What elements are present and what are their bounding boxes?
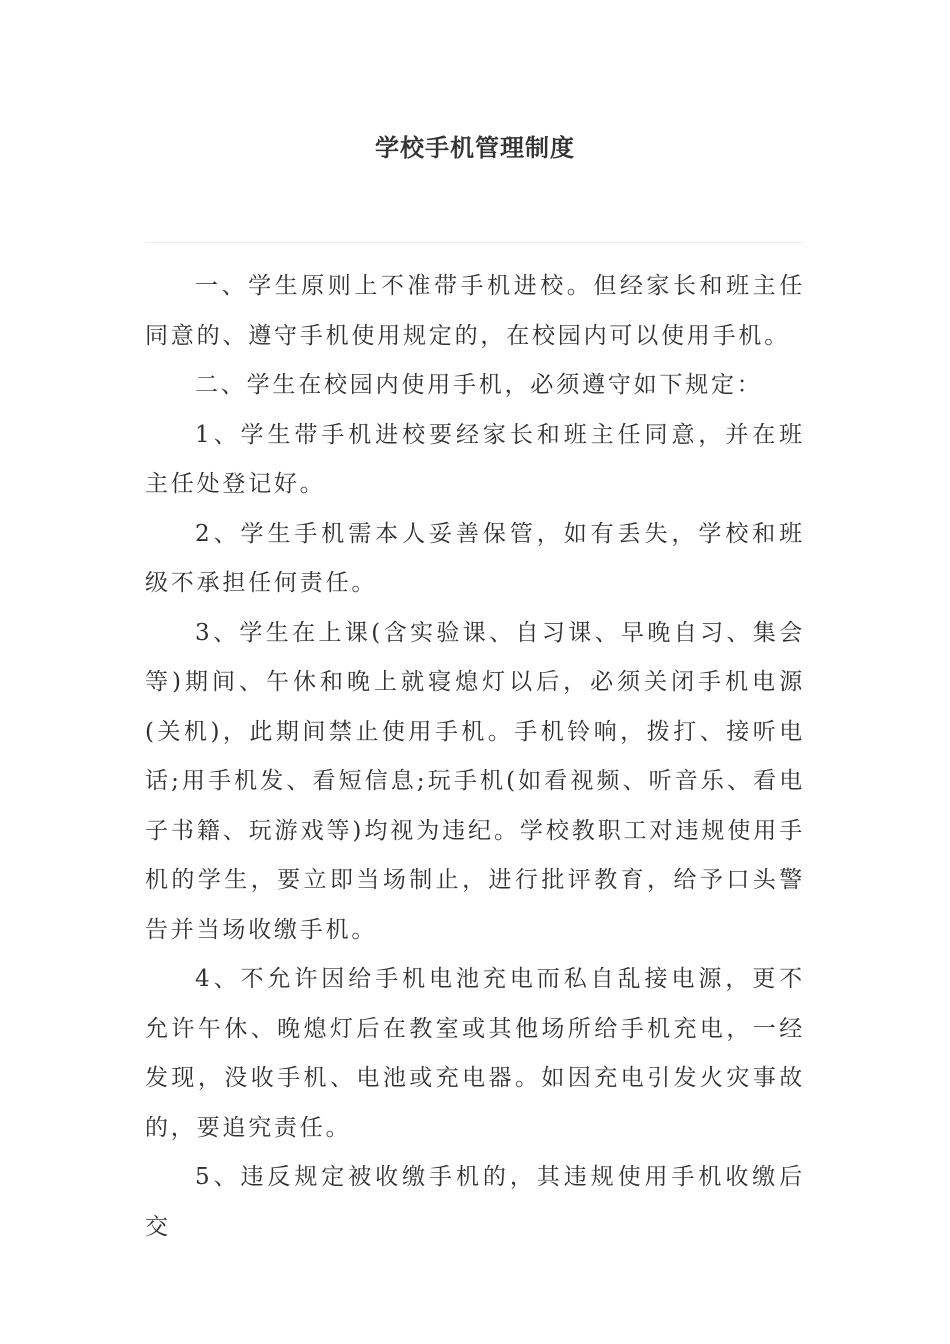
paragraph-4: 2、学生手机需本人妥善保管，如有丢失，学校和班级不承担任何责任。 — [145, 520, 805, 596]
document-body — [145, 262, 805, 1252]
paragraph-6: 4、不允许因给手机电池充电而私自乱接电源，更不允许午休、晚熄灯后在教室或其他场所给手机充电，一经发现，没收手机、电池或充电器。如因充电引发火灾事故的，要追究责任。 — [145, 966, 805, 1141]
paragraph-3: 1、学生带手机进校要经家长和班主任同意，并在班主任处登记好。 — [145, 421, 805, 497]
paragraph-1: 一、学生原则上不准带手机进校。但经家长和班主任同意的、遵守手机使用规定的，在校园内可以使用手机。 — [145, 273, 805, 349]
document-title: 学校手机管理制度 — [375, 134, 575, 162]
paragraph-2: 二、学生在校园内使用手机，必须遵守如下规定： — [195, 372, 763, 398]
paragraph-5: 3、学生在上课(含实验课、自习课、早晚自习、集会等)期间、午休和晚上就寝熄灯以后，必须关闭手机电源(关机)，此期间禁止使用手机。手机铃响，拨打、接听电话;用手机发、看短信息;玩手机(如看视频、听音乐、看电子书籍、玩游戏等)均视为违纪。学校教职工对违规使用手机的学生，要立即当场制止，进行批评教育，给予口头警告并当场收缴手机。 — [145, 619, 805, 943]
title-divider — [145, 242, 805, 243]
paragraph-7: 5、违反规定被收缴手机的，其违规使用手机收缴后交 — [145, 1164, 805, 1240]
